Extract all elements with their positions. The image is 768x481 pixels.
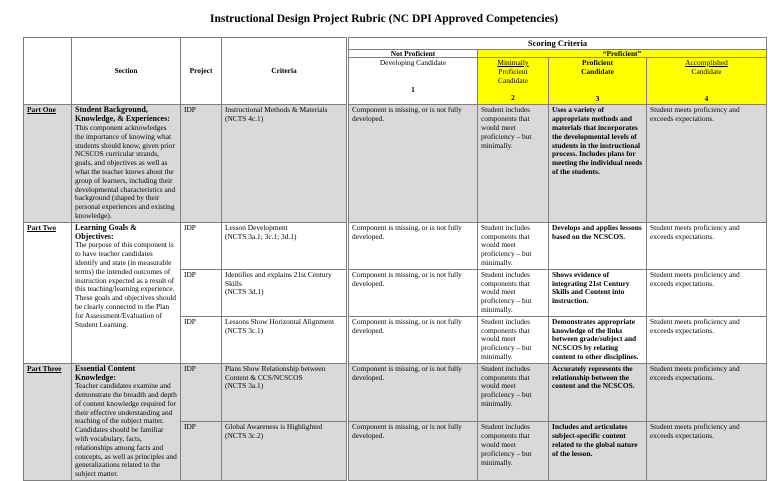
level-4-label-line2: Candidate — [691, 66, 722, 76]
header-level-4 — [647, 58, 767, 105]
level-4-description: Student meets proficiency and exceeds expectations. — [647, 222, 767, 269]
project-cell: IDP — [181, 422, 222, 481]
level-3-label-line2: Candidate — [581, 66, 614, 76]
level-4-description: Student meets proficiency and exceeds expectations. — [647, 422, 767, 481]
level-3-description: Shows evidence of integrating 21st Century Skills and Content into instruction. — [549, 269, 647, 316]
level-4-description: Student meets proficiency and exceeds expectations. — [647, 105, 767, 222]
criteria-cell — [222, 363, 348, 422]
rubric-table — [23, 37, 767, 481]
criteria-line: Plans Show Relationship between Content & CCS/NCSCOS — [225, 363, 326, 382]
level-3-description: Uses a variety of appropriate methods and materials that incorporates the developmental levels of students in the instructional process. Includes plans for meeting the individual needs of the students. — [549, 105, 647, 222]
criteria-cell — [222, 105, 348, 222]
level-1-number: 1 — [411, 84, 415, 94]
criteria-line: Instructional Methods & Materials — [225, 105, 328, 115]
section-description: Teacher candidates examine and demonstrate the breadth and depth of content knowledge required for their effective understanding and teaching of the subject matter. Candidates should be familiar with vocabulary, facts, relationships among facts and concepts, as well as principles and generalizations related to the subject matter. — [75, 381, 177, 479]
project-cell: IDP — [181, 363, 222, 422]
header-level-3 — [549, 58, 647, 105]
level-2-description: Student includes components that would meet proficiency – but minimally. — [478, 363, 549, 422]
header-scoring-criteria: Scoring Criteria — [348, 38, 767, 50]
level-4-description: Student meets proficiency and exceeds expectations. — [647, 316, 767, 363]
level-2-description: Student includes components that would meet proficiency – but minimally. — [478, 105, 549, 222]
section-cell — [72, 363, 181, 480]
criteria-cell — [222, 222, 348, 269]
project-cell: IDP — [181, 316, 222, 363]
criteria-line: (NCTS 3c.1) — [225, 325, 264, 335]
level-4-description: Student meets proficiency and exceeds expectations. — [647, 269, 767, 316]
level-3-description: Develops and applies lessons based on the NCSCOS. — [549, 222, 647, 269]
level-4-description: Student meets proficiency and exceeds expectations. — [647, 363, 767, 422]
level-3-number: 3 — [595, 93, 600, 103]
section-description: The purpose of this component is to have teacher candidates identify and state (in measurable terms) the intended outcomes of instruction expected as a result of this teaching/learning experience. These goals and objectives should be clearly connected to the Plan for Assessment/Evaluation of Student Learning. — [75, 240, 176, 329]
level-3-description: Demonstrates appropriate knowledge of the links between grade/subject and NCSCOS by relating content to other disciplines. — [549, 316, 647, 363]
header-level-2 — [478, 58, 549, 105]
criteria-line: (NCTS 3d.1) — [225, 287, 264, 297]
level-2-description: Student includes components that would meet proficiency – but minimally. — [478, 269, 549, 316]
level-2-label-line1: Minimally — [497, 58, 529, 67]
section-description: This component acknowledges the importance of knowing what students should know, given prior NCSCOS curricular strands, goals, and objectives as well as what the teacher knows about the group of learners, including their developmental characteristics and background (shaped by their personal experiences and existing knowledge). — [75, 122, 176, 220]
criteria-line: Lesson Development — [225, 222, 288, 232]
part-label: Part Three — [24, 363, 72, 480]
project-cell: IDP — [181, 269, 222, 316]
header-criteria: Criteria — [222, 38, 348, 105]
level-2-number: 2 — [511, 93, 515, 103]
level-3-label-line1: Proficient — [581, 58, 614, 67]
section-title: Student Background, Knowledge, & Experiences: — [75, 105, 170, 124]
header-proficient-group: “Proficient” — [478, 50, 767, 58]
page-title: Instructional Design Project Rubric (NC DPI Approved Competencies) — [209, 13, 559, 25]
section-title: Learning Goals & Objectives: — [75, 222, 137, 241]
header-project: Project — [181, 38, 222, 105]
level-3-description: Accurately represents the relationship between the content and the NCSCOS. — [549, 363, 647, 422]
section-cell — [72, 222, 181, 363]
level-2-label-line3: Candidate — [498, 75, 528, 85]
criteria-line: (NCTS 3a.1) — [225, 381, 264, 391]
level-2-description: Student includes components that would meet proficiency – but minimally. — [478, 222, 549, 269]
table-row — [24, 363, 767, 422]
level-4-number: 4 — [704, 93, 709, 103]
project-cell: IDP — [181, 222, 222, 269]
table-row — [24, 105, 767, 222]
criteria-line: (NCTS 3c.2) — [225, 431, 264, 441]
criteria-line: (NCTS 3a.1; 3c.1; 3d.1) — [225, 231, 297, 241]
level-2-label-line2: Proficient — [498, 66, 528, 76]
part-label: Part One — [24, 105, 72, 222]
level-4-label-line1: Accomplished — [685, 58, 728, 67]
criteria-cell — [222, 422, 348, 481]
table-row — [24, 222, 767, 269]
part-label: Part Two — [24, 222, 72, 363]
criteria-line: Identifies and explains 21st Century Skills — [225, 269, 332, 288]
criteria-cell — [222, 269, 348, 316]
header-not-proficient: Not Proficient — [348, 50, 478, 58]
level-1-description: Component is missing, or is not fully developed. — [348, 269, 478, 316]
criteria-line: Lessons Show Horizontal Alignment — [225, 316, 335, 326]
section-cell — [72, 105, 181, 222]
level-2-description: Student includes components that would meet proficiency – but minimally. — [478, 316, 549, 363]
criteria-cell — [222, 316, 348, 363]
section-title: Essential Content Knowledge: — [75, 363, 136, 382]
level-3-description: Includes and articulates subject-specific content related to the global nature of the lesson. — [549, 422, 647, 481]
level-1-description: Component is missing, or is not fully developed. — [348, 222, 478, 269]
level-1-description: Component is missing, or is not fully developed. — [348, 105, 478, 222]
project-cell: IDP — [181, 105, 222, 222]
criteria-line: Global Awareness is Highlighted — [225, 422, 323, 432]
level-2-description: Student includes components that would meet proficiency – but minimally. — [478, 422, 549, 481]
level-1-description: Component is missing, or is not fully developed. — [348, 363, 478, 422]
header-part — [24, 38, 72, 105]
level-1-description: Component is missing, or is not fully developed. — [348, 316, 478, 363]
header-section: Section — [72, 38, 181, 105]
header-level-1 — [348, 58, 478, 105]
level-1-description: Component is missing, or is not fully developed. — [348, 422, 478, 481]
level-1-label: Developing Candidate — [379, 58, 447, 67]
criteria-line: (NCTS 4c.1) — [225, 114, 264, 124]
